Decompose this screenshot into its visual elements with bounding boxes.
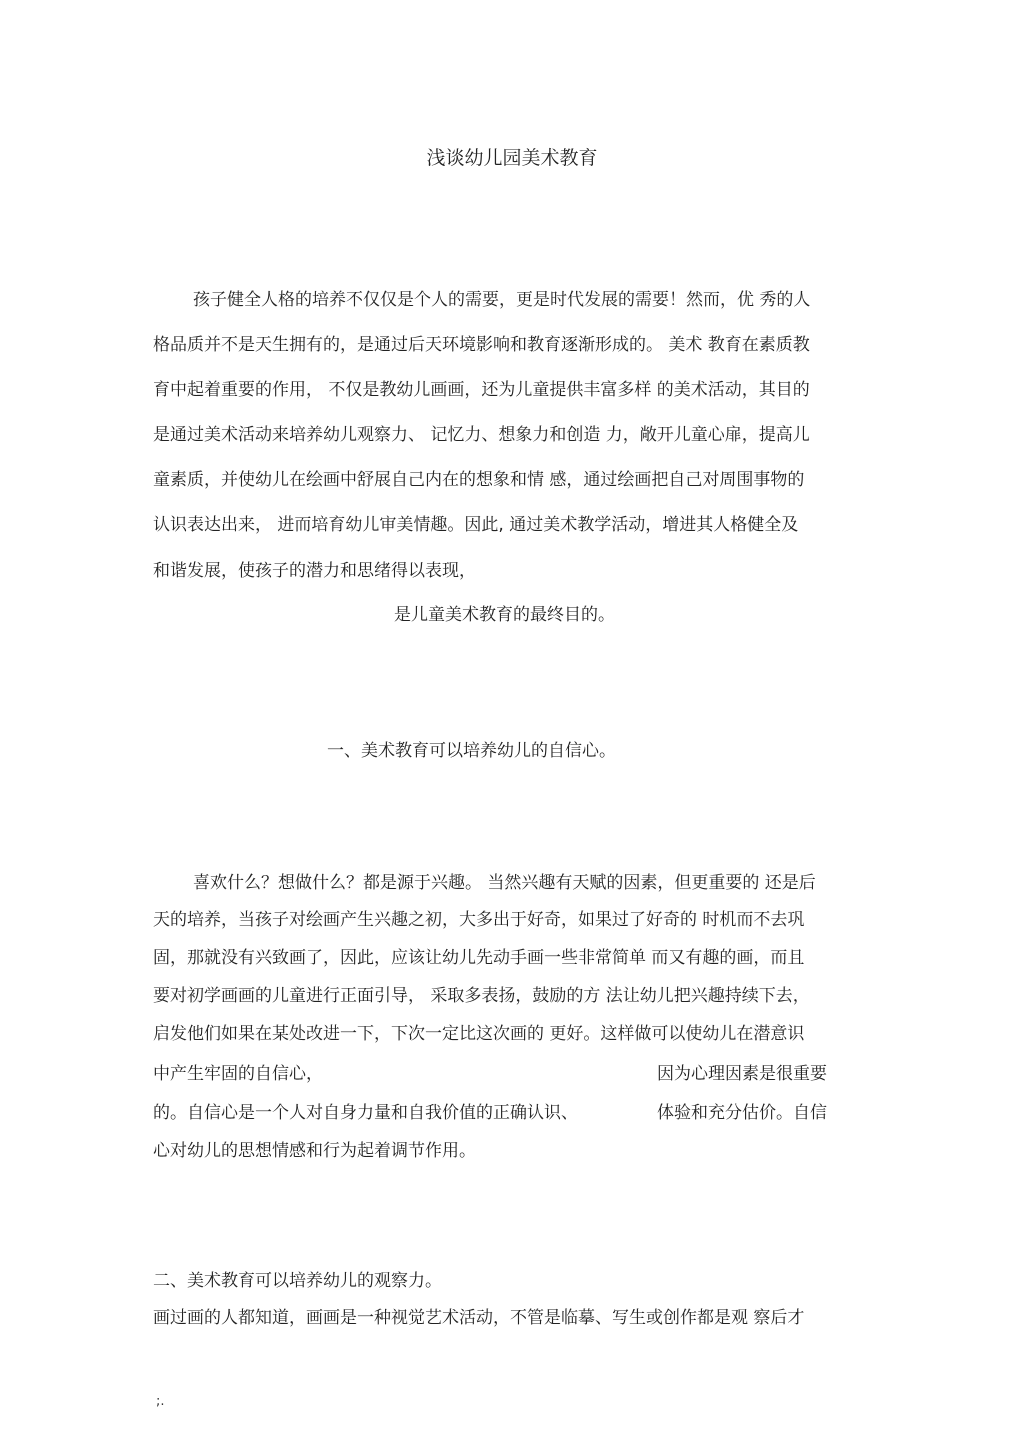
page-footer-mark: ;. bbox=[156, 1394, 165, 1409]
section1-line-3: 固，那就没有兴致画了，因此，应该让幼儿先动手画一些非常简单 而又有趣的画，而且 bbox=[153, 948, 805, 968]
section1-split-row-2-left: 的。自信心是一个人对自身力量和自我价值的正确认识、 bbox=[153, 1103, 578, 1123]
section1-split-row-2-right: 体验和充分估价。自信 bbox=[657, 1103, 827, 1123]
section1-last-line: 心对幼儿的思想情感和行为起着调节作用。 bbox=[153, 1141, 476, 1161]
section1-line-4: 要对初学画画的儿童进行正面引导， 采取多表扬，鼓励的方 法让幼儿把兴趣持续下去， bbox=[153, 986, 810, 1006]
intro-line-7: 和谐发展，使孩子的潜力和思绪得以表现， bbox=[153, 561, 476, 581]
intro-line-1: 孩子健全人格的培养不仅仅是个人的需要，更是时代发展的需要！然而，优 秀的人 bbox=[193, 290, 811, 310]
section1-split-row-1-right: 因为心理因素是很重要 bbox=[657, 1064, 827, 1084]
intro-line-3: 育中起着重要的作用， 不仅是教幼儿画画，还为儿童提供丰富多样 的美术活动，其目的 bbox=[153, 380, 810, 400]
intro-line-4: 是通过美术活动来培养幼儿观察力、 记忆力、想象力和创造 力，敞开儿童心扉，提高儿 bbox=[153, 425, 810, 445]
section1-heading: 一、美术教育可以培养幼儿的自信心。 bbox=[327, 741, 616, 761]
section1-line-5: 启发他们如果在某处改进一下，下次一定比这次画的 更好。这样做可以使幼儿在潜意识 bbox=[153, 1024, 805, 1044]
intro-closing: 是儿童美术教育的最终目的。 bbox=[394, 605, 615, 625]
section1-line-1: 喜欢什么？想做什么？都是源于兴趣。 当然兴趣有天赋的因素，但更重要的 还是后 bbox=[193, 873, 816, 893]
intro-line-2: 格品质并不是天生拥有的，是通过后天环境影响和教育逐渐形成的。 美术 教育在素质教 bbox=[153, 335, 810, 355]
document-title: 浅谈幼儿园美术教育 bbox=[426, 147, 598, 169]
intro-line-6: 认识表达出来， 进而培育幼儿审美情趣。因此, 通过美术教学活动，增进其人格健全及 bbox=[153, 515, 799, 535]
section2-heading: 二、美术教育可以培养幼儿的观察力。 bbox=[153, 1271, 442, 1291]
section1-split-row-1-left: 中产生牢固的自信心， bbox=[153, 1064, 323, 1084]
intro-line-5: 童素质，并使幼儿在绘画中舒展自己内在的想象和情 感，通过绘画把自己对周围事物的 bbox=[153, 470, 805, 490]
section2-line-1: 画过画的人都知道，画画是一种视觉艺术活动，不管是临摹、写生或创作都是观 察后才 bbox=[153, 1308, 805, 1328]
section1-line-2: 天的培养，当孩子对绘画产生兴趣之初，大多出于好奇，如果过了好奇的 时机而不去巩 bbox=[153, 910, 805, 930]
